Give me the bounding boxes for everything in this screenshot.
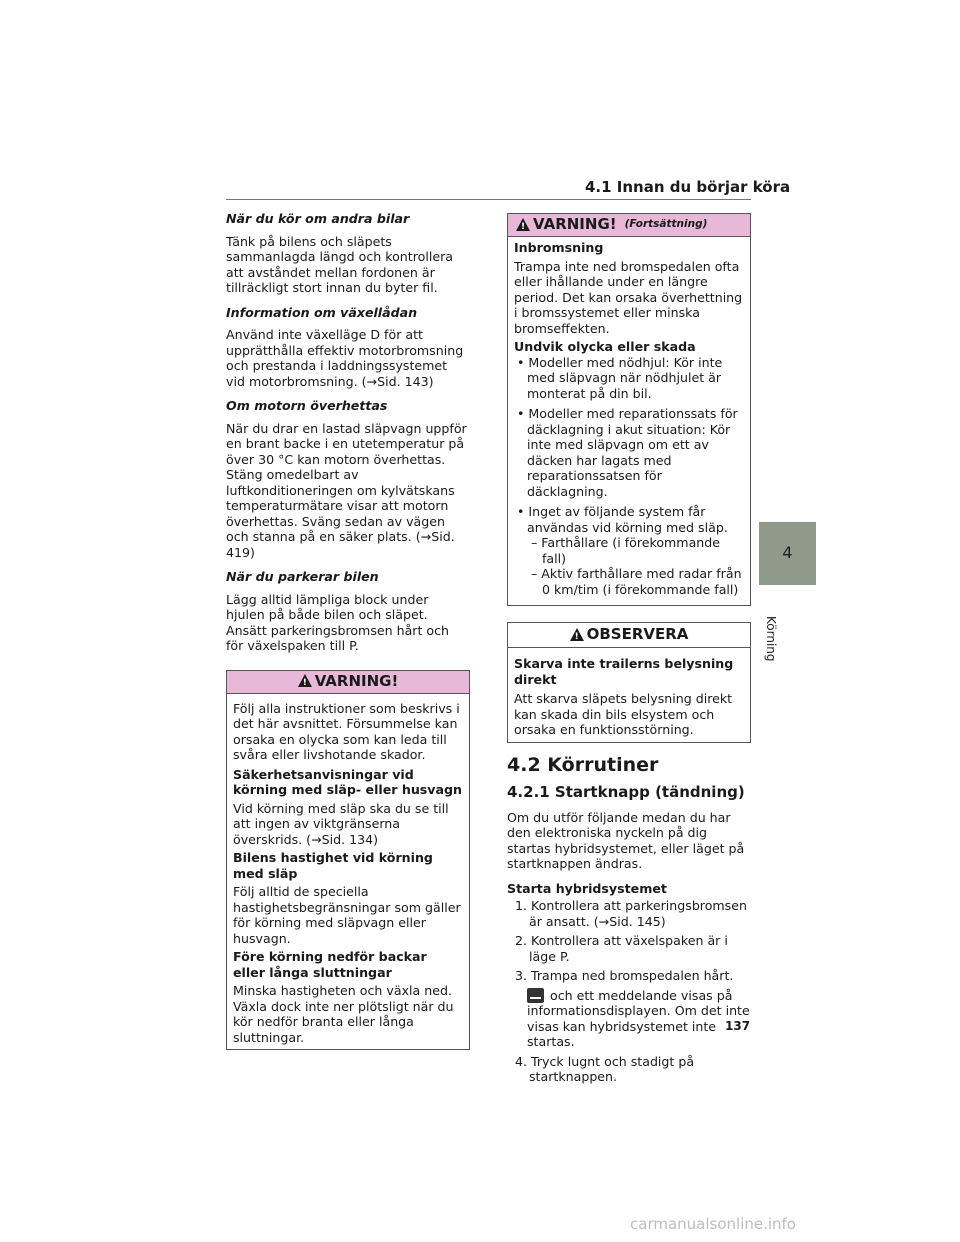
heading-overheat: Om motorn överhettas [226,398,388,413]
dash-radar-cruise: – Aktiv farthållare med radar från 0 km/tim (i förekommande fall) [531,566,742,597]
running-header: 4.1 Innan du börjar köra [585,178,791,196]
warning-box-left [226,670,470,1051]
step-4: 4. Tryck lugnt och stadigt på startknappen. [515,1053,695,1084]
brake-indicator-icon [527,988,544,1003]
paragraph-gearbox: Använd inte växelläge D för att upprätthålla effektiv motorbromsning och prestanda i laddningssystemet vid motorbromsning. (→Sid. 143) [226,327,464,389]
heading-gearbox: Information om växellådan [226,304,418,320]
warning-icon [298,674,312,687]
warning-header-cont [508,214,750,237]
heading-overtaking: När du kör om andra bilar [226,211,410,226]
section-title: 4.2 Körrutiner [507,753,659,776]
step-3: 3. Trampa ned bromspedalen hårt. [515,968,734,983]
step-3-detail [527,988,751,1050]
step-2: 2. Kontrollera att växelspaken är i läge P. [515,933,728,964]
paragraph-overheat: När du drar en lastad släpvagn uppför en brant backe i en utetemperatur på över 30 °C kan motorn överhettas. Stäng omedelbart av luftkonditioneringen om kylvätskans temperaturmätare visar att motorn överhettas. Sväng sedan av vägen och stanna på en säker plats. (→Sid. 419) [226,420,467,560]
warning-text-braking: Trampa inte ned bromspedalen ofta eller ihållande under en längre period. Det kan orsaka överhettning i bromssystemet eller minska bromseffekten. [514,258,743,336]
chapter-number: 4 [782,543,793,562]
warning-header [227,671,469,694]
warning-heading-avoid: Undvik olycka eller skada [514,339,696,354]
notice-header [508,623,750,648]
warning-heading-speed: Bilens hastighet vid körning med släp [233,850,433,881]
warning-title-cont: VARNING! [533,215,617,234]
chapter-label: Körning [764,616,778,662]
warning-continued: (Fortsättning) [624,218,708,231]
bullet-spare-wheel: • Modeller med nödhjul: Kör inte med släpvagn när nödhjulet är monterat på din bil. [517,354,723,401]
notice-body [508,648,750,742]
subsection-title: 4.2.1 Startknapp (tändning) [507,783,745,801]
page-number: 137 [725,1019,751,1033]
warning-text-safety: Vid körning med släp ska du se till att ingen av viktgränserna överskrids. (→Sid. 134) [233,800,449,847]
paragraph-overtaking: Tänk på bilens och släpets sammanlagda längd och kontrollera att avståndet mellan fordonen är tillräckligt stort innan du byter fil. [226,233,453,295]
heading-parking: När du parkerar bilen [226,569,379,584]
notice-box [507,622,751,743]
step-1: 1. Kontrollera att parkeringsbromsen är ansatt. (→Sid. 145) [515,898,747,929]
step-3-detail-text: och ett meddelande visas på informationsdisplayen. Om det inte visas kan hybridsystemet inte startas. [527,987,750,1049]
right-column [507,213,751,1085]
warning-title: VARNING! [314,671,399,690]
warning-text-slopes: Minska hastigheten och växla ned. Växla dock inte ner plötsligt när du kör nedför branta eller långa sluttningar. [233,983,454,1045]
notice-title: OBSERVERA [586,625,689,644]
notice-text: Att skarva släpets belysning direkt kan skada din bils elsystem och orsaka en funktionsstörning. [514,691,733,737]
dash-cruise: – Farthållare (i förekommande fall) [531,535,721,566]
steps-title: Starta hybridsystemet [507,880,667,896]
intro-paragraph: Om du utför följande medan du har den elektroniska nyckeln på dig startas hybridsystemet, eller läget på startknappen ändras. [507,809,745,871]
notice-icon [570,628,584,641]
bullet-systems: • Inget av följande system får användas vid körning med släp. [517,504,728,535]
warning-body [227,694,469,1050]
warning-intro: Följ alla instruktioner som beskrivs i det här avsnittet. Försummelse kan orsaka en olycka som kan leda till svåra eller livshotande skador. [233,700,460,762]
header-rule [226,199,751,200]
bullet-repair-kit: • Modeller med reparationssats för däcklagning i akut situation: Kör inte med släpvagn om ett av däcken har lagats med reparationssatsen för däcklagning. [517,406,738,499]
left-column [226,211,470,1050]
warning-body-cont [508,237,750,605]
warning-heading-slopes: Före körning nedför backar eller långa sluttningar [233,949,427,980]
paragraph-parking: Lägg alltid lämpliga block under hjulen på både bilen och släpet. Ansätt parkeringsbromsen hårt och för växelspaken till P. [226,591,450,653]
notice-heading: Skarva inte trailerns belysning direkt [514,656,734,687]
warning-text-speed: Följ alltid de speciella hastighetsbegränsningar som gäller för körning med släpvagn eller husvagn. [233,884,461,946]
warning-box-right [507,213,751,606]
warning-heading-braking: Inbromsning [514,240,604,255]
warning-heading-safety: Säkerhetsanvisningar vid körning med släp- eller husvagn [233,766,462,797]
warning-icon [516,218,530,231]
watermark: carmanualsonline.info [630,1215,796,1233]
